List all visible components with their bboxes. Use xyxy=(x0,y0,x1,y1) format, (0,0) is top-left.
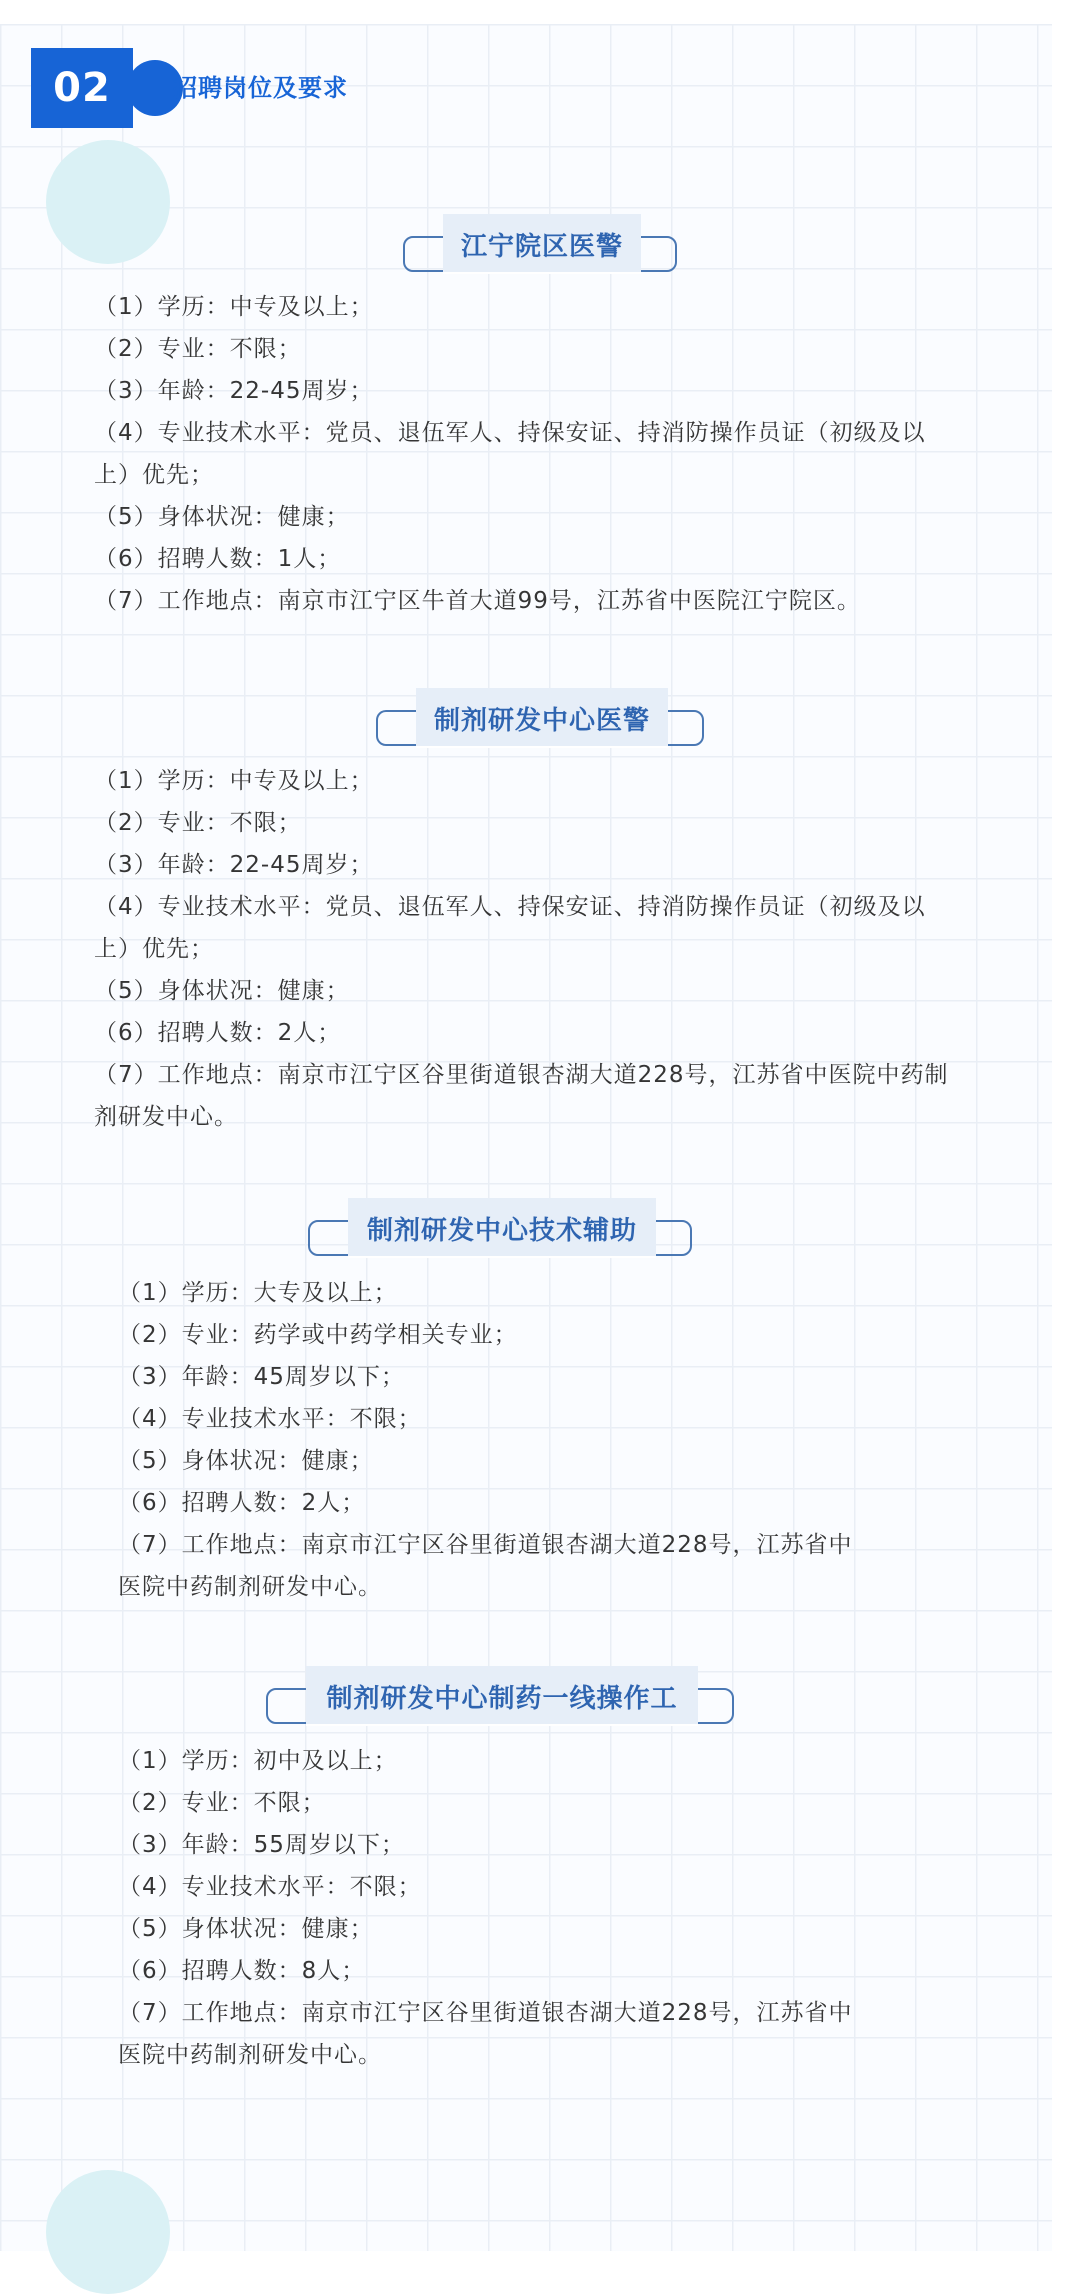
requirement-item: （1）学历：初中及以上； xyxy=(118,1748,398,1774)
section-number: 02 xyxy=(31,48,133,128)
requirements-list-3 xyxy=(118,1272,853,1608)
position-heading-4 xyxy=(266,1683,734,1724)
position-heading-1 xyxy=(403,231,677,272)
position-title: 制剂研发中心医警 xyxy=(416,688,668,748)
position-title: 制剂研发中心制药一线操作工 xyxy=(306,1666,698,1726)
requirement-item: （2）专业：不限； xyxy=(94,336,302,362)
requirement-item: （6）招聘人数：2人； xyxy=(94,1020,342,1046)
requirement-item: （3）年龄：22-45周岁； xyxy=(94,852,374,878)
requirement-item: （7）工作地点：南京市江宁区谷里街道银杏湖大道228号，江苏省中 xyxy=(118,1532,853,1558)
requirement-item: （4）专业技术水平：党员、退伍军人、持保安证、持消防操作员证（初级及以 xyxy=(94,894,926,920)
requirement-item: （6）招聘人数：8人； xyxy=(118,1958,366,1984)
requirements-list-4 xyxy=(118,1740,853,2076)
position-heading-2 xyxy=(376,705,704,746)
section-title: 招聘岗位及要求 xyxy=(173,74,348,102)
requirement-item: 医院中药制剂研发中心。 xyxy=(118,1574,382,1600)
requirement-item: （4）专业技术水平：党员、退伍军人、持保安证、持消防操作员证（初级及以 xyxy=(94,420,926,446)
decorative-circle-bottom xyxy=(46,2170,170,2294)
requirement-item: （7）工作地点：南京市江宁区谷里街道银杏湖大道228号，江苏省中医院中药制 xyxy=(94,1062,949,1088)
position-title: 江宁院区医警 xyxy=(443,214,641,274)
requirement-item: （5）身体状况：健康； xyxy=(118,1448,374,1474)
requirement-item: （5）身体状况：健康； xyxy=(94,504,350,530)
requirement-item: （6）招聘人数：1人； xyxy=(94,546,342,572)
requirement-item: （4）专业技术水平：不限； xyxy=(118,1406,422,1432)
requirement-item: （3）年龄：45周岁以下； xyxy=(118,1364,405,1390)
requirement-item: （2）专业：不限； xyxy=(94,810,302,836)
requirement-item: 医院中药制剂研发中心。 xyxy=(118,2042,382,2068)
top-strip xyxy=(0,0,1080,24)
requirement-item: （2）专业：不限； xyxy=(118,1790,326,1816)
requirement-item: 上）优先； xyxy=(94,462,214,488)
requirement-item: 剂研发中心。 xyxy=(94,1104,238,1130)
requirement-item: （7）工作地点：南京市江宁区牛首大道99号，江苏省中医院江宁院区。 xyxy=(94,588,861,614)
requirement-item: （7）工作地点：南京市江宁区谷里街道银杏湖大道228号，江苏省中 xyxy=(118,2000,853,2026)
requirement-item: 上）优先； xyxy=(94,936,214,962)
requirement-item: （4）专业技术水平：不限； xyxy=(118,1874,422,1900)
requirement-item: （6）招聘人数：2人； xyxy=(118,1490,366,1516)
requirements-list-2 xyxy=(94,760,949,1138)
requirement-item: （1）学历：中专及以上； xyxy=(94,294,374,320)
requirements-list-1 xyxy=(94,286,926,622)
position-title: 制剂研发中心技术辅助 xyxy=(348,1198,656,1258)
position-heading-3 xyxy=(308,1215,692,1256)
requirement-item: （3）年龄：55周岁以下； xyxy=(118,1832,405,1858)
requirement-item: （2）专业：药学或中药学相关专业； xyxy=(118,1322,518,1348)
requirement-item: （5）身体状况：健康； xyxy=(94,978,350,1004)
requirement-item: （5）身体状况：健康； xyxy=(118,1916,374,1942)
requirement-item: （1）学历：大专及以上； xyxy=(118,1280,398,1306)
requirement-item: （3）年龄：22-45周岁； xyxy=(94,378,374,404)
decorative-circle xyxy=(46,140,170,264)
requirement-item: （1）学历：中专及以上； xyxy=(94,768,374,794)
